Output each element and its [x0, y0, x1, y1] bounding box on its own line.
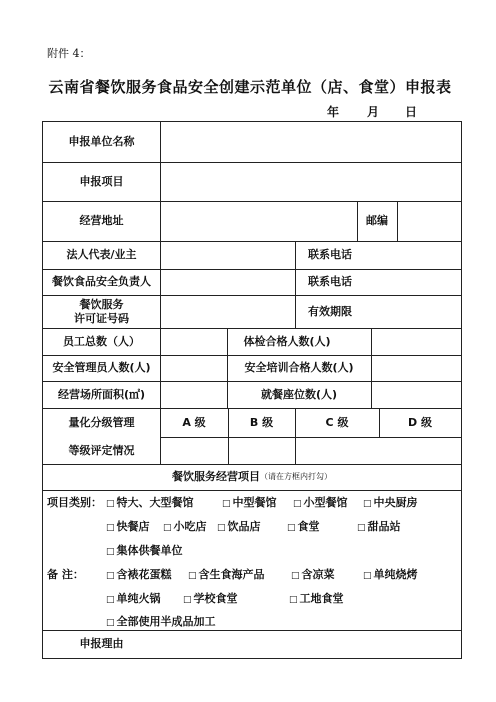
date-month-label: 月: [367, 105, 380, 119]
option-label: 小型餐馆: [303, 496, 348, 509]
date-year-label: 年: [327, 105, 340, 119]
checkbox[interactable]: □: [106, 618, 115, 628]
remark-raw-seafood[interactable]: [188, 566, 265, 582]
option-label: 快餐店: [116, 520, 150, 533]
label-project: 申报项目: [79, 174, 124, 188]
option-small-restaurant[interactable]: [293, 494, 348, 510]
annex-label: 附件 4：: [47, 47, 91, 60]
option-label: 中央厨房: [373, 496, 418, 509]
checkbox[interactable]: □: [363, 499, 372, 509]
row-divider: [160, 437, 461, 438]
remark-bbq-only[interactable]: [363, 566, 418, 582]
label-legal-rep: 法人代表/业主: [66, 248, 137, 261]
checkbox[interactable]: □: [293, 499, 302, 509]
option-label: 含裱花蛋糕: [116, 568, 172, 581]
date-day-label: 日: [405, 105, 418, 119]
option-fast-food[interactable]: [106, 518, 150, 534]
option-label: 小吃店: [173, 520, 207, 533]
label-health-passed: 体检合格人数(人): [243, 334, 331, 348]
option-label: 饮品店: [227, 520, 261, 533]
checkbox[interactable]: □: [287, 523, 296, 533]
label-license: [43, 295, 160, 328]
option-label: 工地食堂: [299, 592, 344, 605]
option-label: 甜品站: [367, 520, 401, 533]
remark-semi-finished[interactable]: [106, 613, 216, 629]
checkbox[interactable]: □: [106, 571, 115, 581]
option-label: 中型餐馆: [232, 496, 277, 509]
label-grading-line-1: 量化分级管理: [68, 415, 135, 429]
remarks-label: 备 注：: [47, 568, 84, 581]
option-label: 单纯火锅: [116, 592, 161, 605]
label-area: 经营场所面积(㎡): [57, 387, 146, 401]
option-label: 特大、大型餐馆: [116, 496, 194, 509]
option-label: 集体供餐单位: [116, 544, 183, 557]
option-medium-restaurant[interactable]: [222, 494, 277, 510]
label-safety-person: 餐饮食品安全负责人: [52, 275, 151, 288]
checkbox[interactable]: □: [106, 523, 115, 533]
grade-b: B 级: [249, 415, 274, 429]
label-reason: 申报理由: [79, 637, 124, 650]
col-divider: [397, 201, 398, 241]
checkbox[interactable]: □: [106, 595, 115, 605]
grade-c: C 级: [325, 415, 349, 429]
label-license-line-2: 许可证号码: [74, 311, 129, 325]
col-divider: [371, 328, 372, 408]
remark-site-canteen[interactable]: [289, 590, 344, 606]
option-large-restaurant[interactable]: [106, 494, 194, 510]
label-seats: 就餐座位数(人): [260, 387, 338, 401]
option-drinks-shop[interactable]: [217, 518, 261, 534]
option-label: 含生食海产品: [198, 568, 265, 581]
option-canteen[interactable]: [287, 518, 320, 534]
label-validity: 有效期限: [308, 304, 352, 318]
label-postcode: 邮编: [366, 214, 388, 227]
section-title-note: （请在方框内打勾）: [260, 472, 332, 481]
remark-hotpot-only[interactable]: [106, 590, 161, 606]
checkbox[interactable]: □: [183, 595, 192, 605]
option-label: 含凉菜: [301, 568, 335, 581]
checkbox[interactable]: □: [291, 571, 300, 581]
option-central-kitchen[interactable]: [363, 494, 418, 510]
label-contact-2: 联系电话: [308, 275, 352, 288]
checkbox[interactable]: □: [106, 547, 115, 557]
section-title: [43, 464, 461, 490]
checkbox[interactable]: □: [363, 571, 372, 581]
category-label: 项目类别：: [47, 496, 102, 509]
checkbox[interactable]: □: [188, 571, 197, 581]
option-label: 食堂: [297, 520, 320, 533]
label-license-line-1: 餐饮服务: [79, 297, 124, 311]
section-title-text: 餐饮服务经营项目: [172, 470, 260, 483]
label-contact-1: 联系电话: [308, 248, 352, 261]
row-divider: [43, 490, 461, 491]
label-training-passed: 安全培训合格人数(人): [244, 361, 354, 374]
application-form: [42, 121, 462, 659]
option-label: 全部使用半成品加工: [116, 615, 216, 628]
option-group-catering[interactable]: [106, 542, 183, 558]
label-staff-total: 员工总数（人）: [63, 334, 140, 348]
grade-a: A 级: [182, 415, 206, 429]
label-grading-line-2: 等级评定情况: [68, 443, 135, 457]
remark-school-canteen[interactable]: [183, 590, 238, 606]
checkbox[interactable]: □: [222, 499, 231, 509]
label-address: 经营地址: [79, 214, 124, 227]
grade-d: D 级: [408, 415, 432, 429]
option-label: 单纯烧烤: [373, 568, 418, 581]
checkbox[interactable]: □: [217, 523, 226, 533]
checkbox[interactable]: □: [163, 523, 172, 533]
form-title: 云南省餐饮服务食品安全创建示范单位（店、食堂）申报表: [48, 78, 452, 96]
label-unit-name: 申报单位名称: [68, 135, 135, 148]
checkbox[interactable]: □: [357, 523, 366, 533]
option-label: 学校食堂: [193, 592, 238, 605]
option-snack-shop[interactable]: [163, 518, 207, 534]
remark-cold-dishes[interactable]: [291, 566, 335, 582]
label-safety-managers: 安全管理员人数(人): [52, 361, 151, 374]
remark-decorated-cake[interactable]: [106, 566, 172, 582]
option-dessert-station[interactable]: [357, 518, 401, 534]
checkbox[interactable]: □: [106, 499, 115, 509]
checkbox[interactable]: □: [289, 595, 298, 605]
